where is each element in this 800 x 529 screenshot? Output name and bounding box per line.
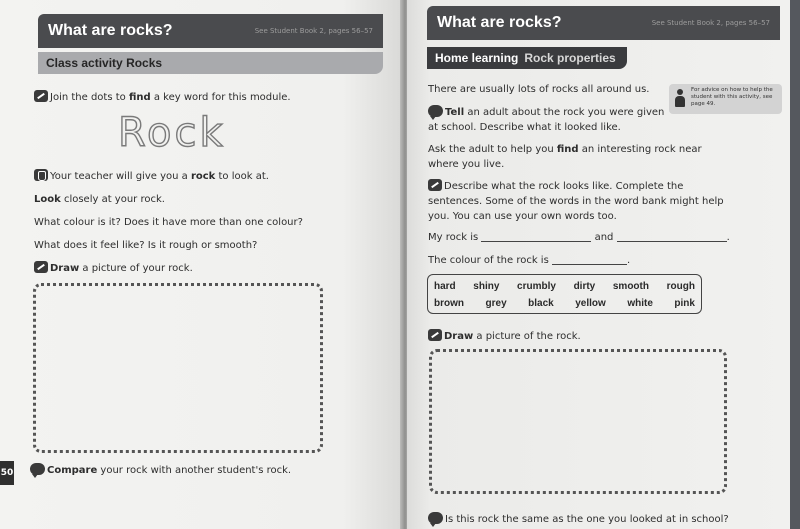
look-instruction: Look closely at your rock. [34, 194, 165, 205]
pencil-icon [428, 179, 442, 191]
word-bank-word: pink [674, 298, 695, 309]
pencil-icon [34, 261, 48, 273]
intro-text: There are usually lots of rocks all around us. [428, 84, 650, 95]
right-drawing-area[interactable] [429, 349, 727, 494]
sentence-2: The colour of the rock is . [428, 255, 631, 266]
ask-instruction: Ask the adult to help you find an interesting rock near where you live. [428, 144, 702, 170]
right-title-bar [427, 6, 780, 40]
word-bank-word: shiny [473, 281, 500, 292]
tell-instruction: Tell an adult about the rock you were given at school. Describe what it looked like. [428, 107, 665, 133]
speech-bubble-icon [30, 463, 45, 475]
background-edge [790, 0, 800, 529]
compare-instruction: Compare your rock with another student's rock. [30, 463, 291, 478]
word-bank-row-1 [434, 280, 695, 294]
word-bank [427, 274, 702, 314]
word-bank-word: smooth [612, 281, 649, 292]
word-bank-word: grey [485, 298, 507, 309]
left-title-bar [38, 14, 383, 48]
right-page-title: What are rocks? [437, 14, 562, 31]
word-bank-word: crumbly [517, 281, 556, 292]
draw-instruction: Draw a picture of your rock. [34, 261, 193, 276]
colour-question: What colour is it? Does it have more than one colour? [34, 217, 303, 228]
drawing-area[interactable] [33, 283, 323, 453]
left-section-bar [38, 52, 383, 74]
left-page-ref: See Student Book 2, pages 56–57 [254, 27, 373, 35]
answer-blank-3[interactable] [552, 255, 627, 265]
sentence-1: My rock is and . [428, 232, 730, 243]
answer-blank-2[interactable] [617, 232, 727, 242]
answer-blank-1[interactable] [481, 232, 591, 242]
pencil-icon [428, 329, 442, 341]
pencil-icon [34, 90, 48, 102]
word-bank-row-2 [434, 297, 695, 311]
parent-icon [674, 89, 686, 107]
speech-bubble-icon [428, 105, 443, 117]
word-bank-word: white [627, 298, 653, 309]
same-question: Is this rock the same as the one you looked at in school? [428, 512, 729, 527]
word-bank-word: yellow [575, 298, 606, 309]
left-section-label: Class activity [46, 56, 123, 70]
left-page-title: What are rocks? [48, 22, 173, 39]
word-bank-word: black [528, 298, 554, 309]
page-number: 50 [0, 461, 14, 485]
advice-box [669, 84, 782, 114]
word-bank-word: hard [434, 281, 456, 292]
hand-icon [34, 169, 48, 181]
dotted-key-word: Rock [118, 110, 226, 156]
describe-instruction: Describe what the rock looks like. Complete the sentences. Some of the words in the word bank might help you. You can use your own words too. [428, 181, 724, 222]
join-dots-instruction: Join the dots to find a key word for this module. [34, 90, 291, 105]
right-section-topic: Rock properties [524, 51, 616, 65]
feel-question: What does it feel like? Is it rough or smooth? [34, 240, 258, 251]
word-bank-word: rough [666, 281, 695, 292]
right-page-ref: See Student Book 2, pages 56–57 [651, 19, 770, 27]
right-section-bar [427, 47, 627, 69]
right-draw-instruction: Draw a picture of the rock. [428, 329, 581, 344]
teacher-instruction: Your teacher will give you a rock to look at. [34, 169, 269, 184]
advice-text: For advice on how to help the student with this activity, see page 49. [691, 87, 773, 107]
right-section-label: Home learning [435, 51, 519, 65]
word-bank-word: dirty [573, 281, 596, 292]
left-section-topic: Rocks [126, 56, 163, 70]
right-page [407, 0, 790, 529]
speech-bubble-icon [428, 512, 443, 524]
word-bank-word: brown [434, 298, 464, 309]
